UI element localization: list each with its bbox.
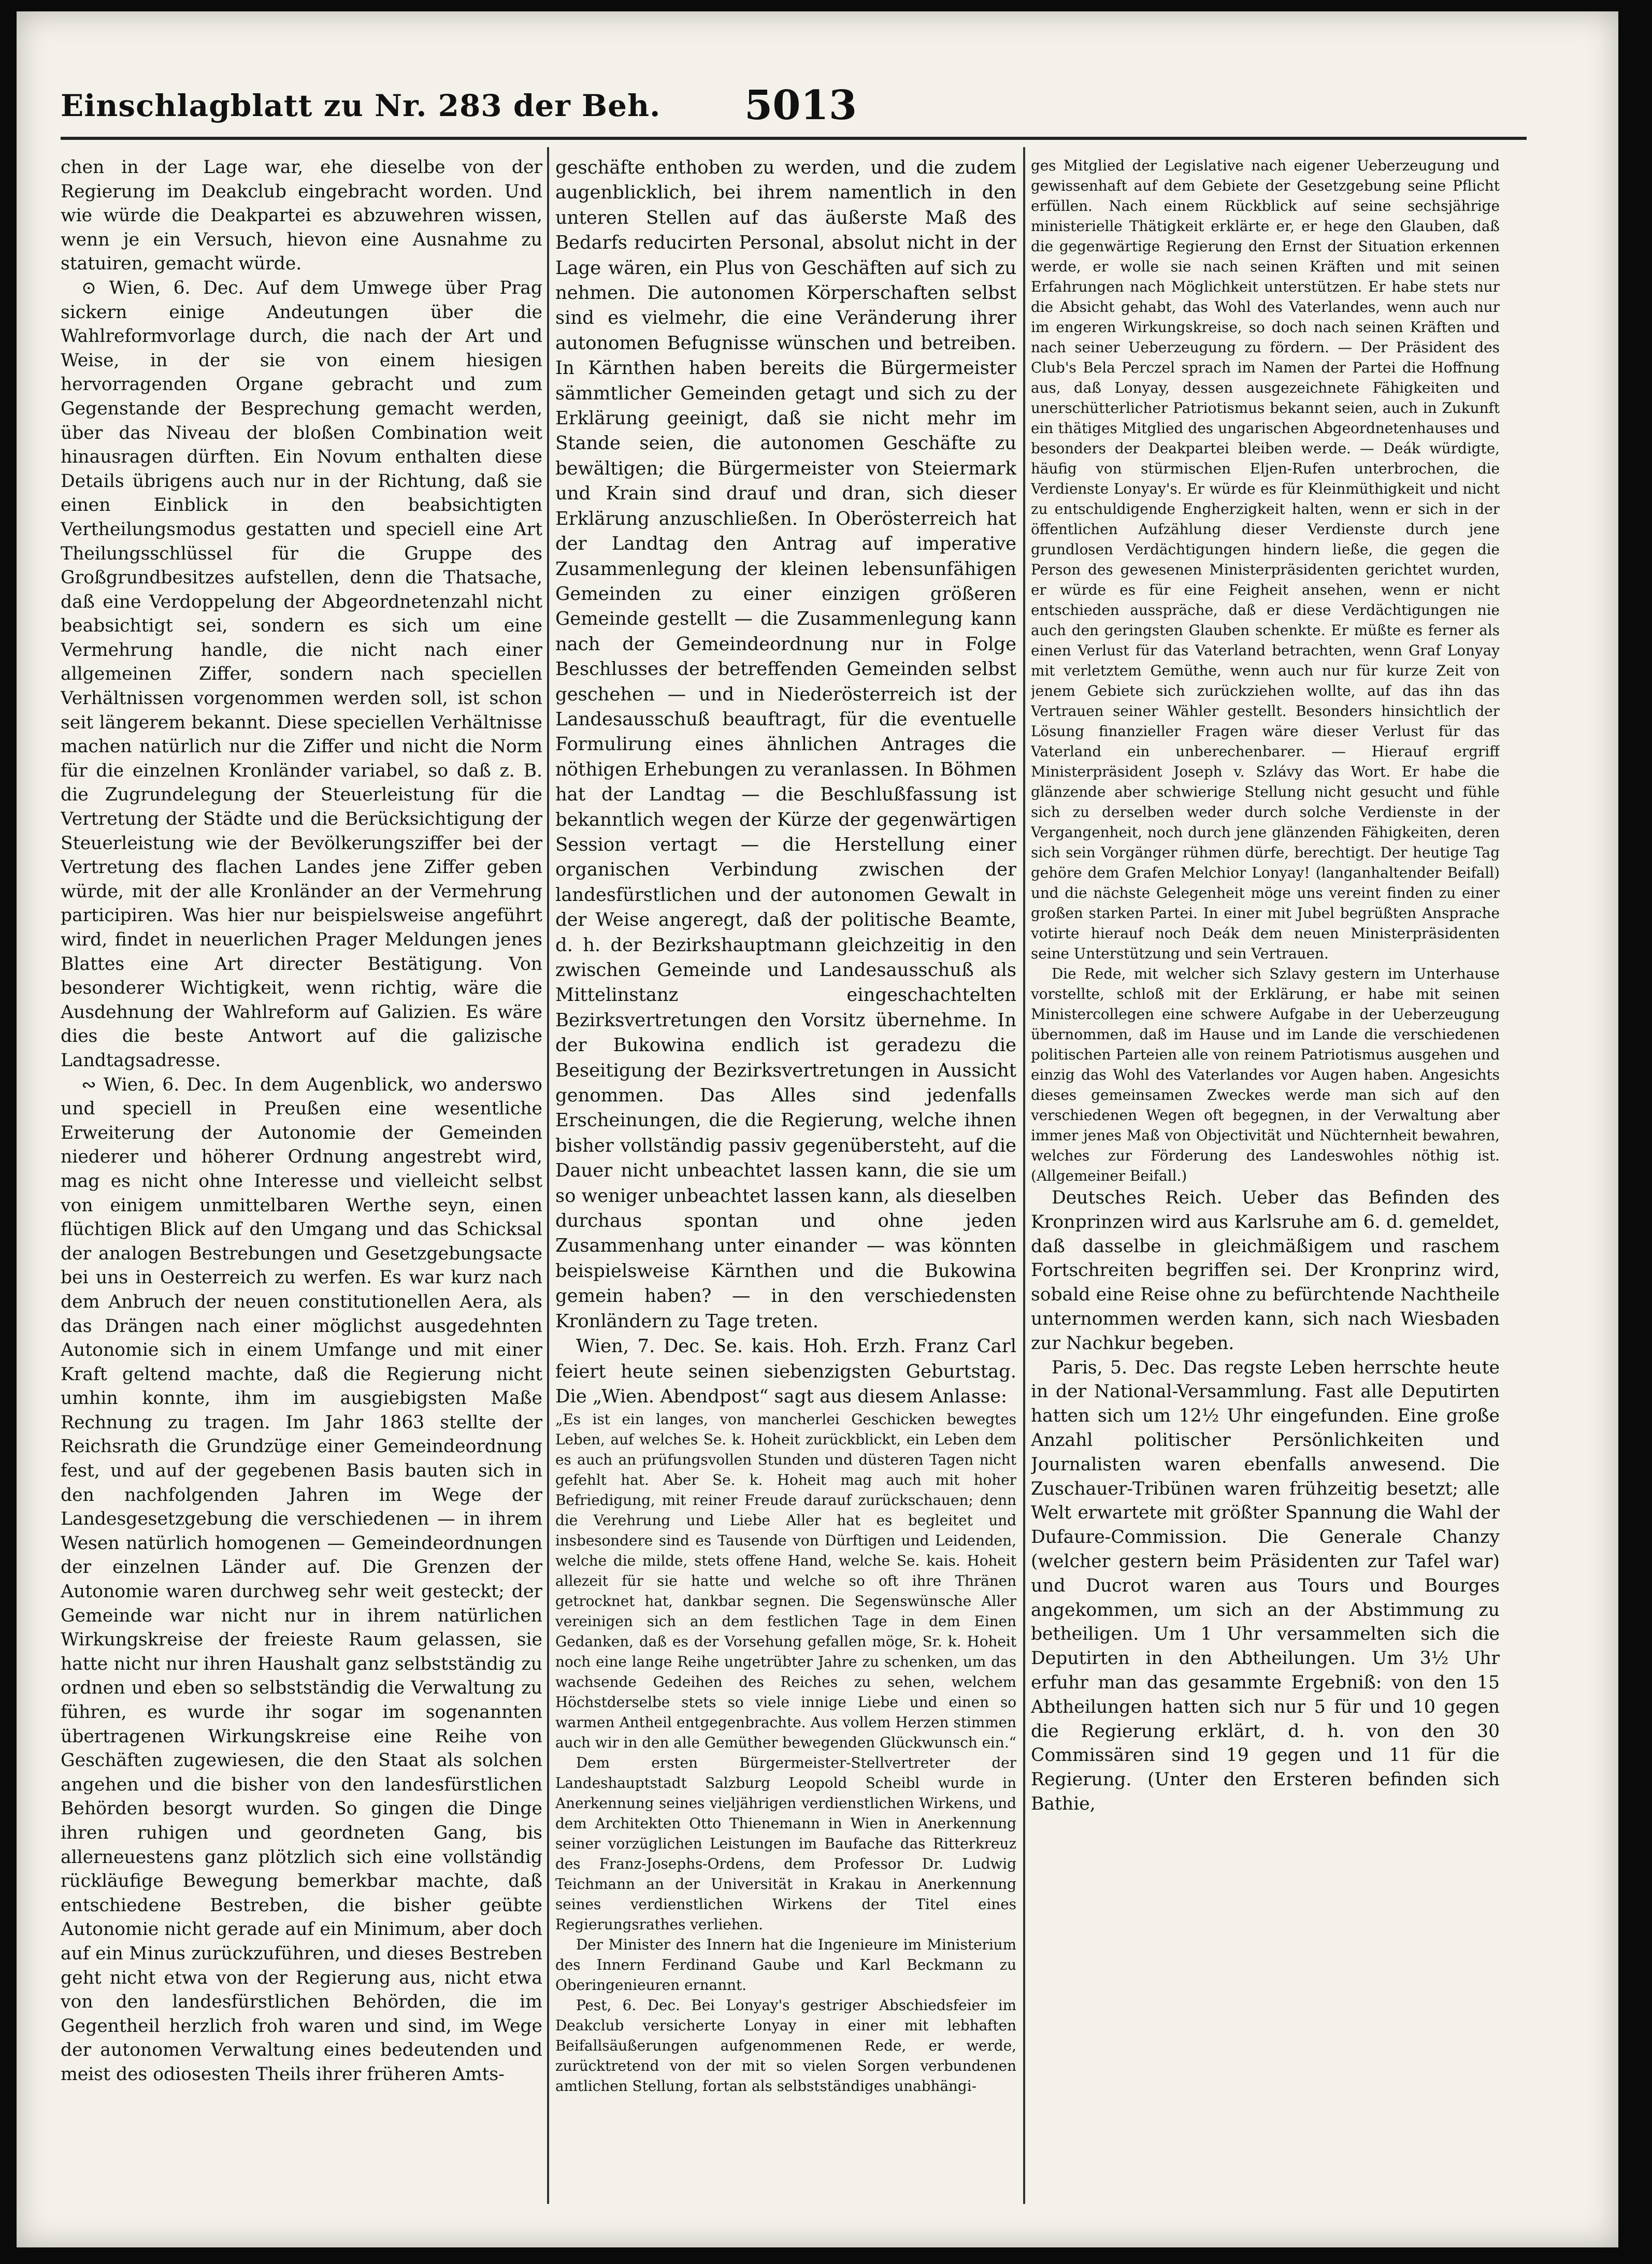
paragraph: ges Mitglied der Legislative nach eigener Ueberzeugung und gewissenhaft auf dem Gebiete der Gesetzgebung seine Pflicht erfüllen. Nach einem Rückblick auf seine sechsjährige ministerielle Thätigkeit erklärte er, er hege den Glauben, daß die gegenwärtige Regierung den Ernst der Situation erkennen werde, er wolle sie nach seinen Kräften und mit seinen Erfahrungen nach Möglichkeit unterstützen. Er habe stets nur die Absicht gehabt, das Wohl des Vaterlandes, wenn auch nur im engeren Wirkungskreise, so doch nach seinen Kräften und nach seiner Ueberzeugung zu fördern. — Der Präsident des Club's Bela Perczel sprach im Namen der Partei die Hoffnung aus, daß Lonyay, dessen ausgezeichnete Fähigkeiten und unerschütterlicher Patriotismus bekannt seien, auch in Zukunft ein thätiges Mitglied des ungarischen Abgeordnetenhauses und besonders der Deakpartei bleiben werde. — Deák würdigte, häufig von stürmischen Eljen-Rufen unterbrochen, die Verdienste Lonyay's. Er würde es für Kleinmüthigkeit und nicht zu entschuldigende Engherzigkeit halten, wenn er sich in der öffentlichen Aufzählung dieser Verdienste durch jene grundlosen Verdächtigungen hindern ließe, die gegen die Person des gewesenen Ministerpräsidenten gerichtet wurden, er würde es für eine Feigheit ansehen, wenn er nicht entschieden ausspräche, daß er diese Verdächtigungen nie auch den geringsten Glauben schenkte. Er müßte es ferner als einen Verlust für das Vaterland betrachten, wenn Graf Lonyay mit verletztem Gemüthe, wenn auch nur für kurze Zeit von jenem Gebiete sich zurückziehen wollte, auf das ihn das Vertrauen seiner Wähler gestellt. Besonders hinsichtlich der Lösung finanzieller Fragen wäre dieser Verlust für das Vaterland ein unberechenbarer. — Hierauf ergriff Ministerpräsident Joseph v. Szlávy das Wort. Er habe die glänzende aber schwierige Stellung nicht gesucht und fühle sich zu derselben weder durch solche Verdienste in der Vergangenheit, noch durch jene glänzenden Fähigkeiten, deren sich sein Vorgänger rühmen dürfe, berechtigt. Der heutige Tag gehöre dem Grafen Melchior Lonyay! (langanhaltender Beifall) und die nächste Gelegenheit möge uns vereint finden zu einer großen starken Partei. In einer mit Jubel begrüßten Ansprache votirte hierauf noch Deák dem neuen Ministerpräsidenten seine Unterstützung und sein Vertrauen. [1031,157,1500,962]
article-wien-6-dec-autonomie: ∾ Wien, 6. Dec. In dem Augenblick, wo anderswo und speciell in Preußen eine wesentliche Erweiterung der Autonomie der Gemeinden niederer und höherer Ordnung angestrebt wird, mag es nicht ohne Interesse und vielleicht selbst von einigem unmittelbaren Werthe seyn, einen flüchtigen Blick auf den Umgang und das Schicksal der analogen Bestrebungen und Gesetzgebungsacte bei uns in Oesterreich zu werfen. Es war kurz nach dem Anbruch der neuen constitutionellen Aera, als das Drängen nach einer möglichst ausgedehnten Autonomie sich in einem Umfange und mit einer Kraft geltend machte, daß die Regierung nicht umhin konnte, ihm im ausgiebigsten Maße Rechnung zu tragen. Im Jahr 1863 stellte der Reichsrath die Grundzüge einer Gemeindeordnung fest, und auf der gegebenen Basis bauten sich in den nachfolgenden Jahren im Wege der Landesgesetzgebung die verschiedenen — in ihrem Wesen natürlich homogenen — Gemeindeordnungen der einzelnen Länder auf. Die Grenzen der Autonomie waren durchweg sehr weit gesteckt; der Gemeinde war nicht nur in ihrem natürlichen Wirkungskreise der freieste Raum gelassen, sie hatte nicht nur ihren Haushalt ganz selbstständig zu ordnen und eben so selbstständig die Verwaltung zu führen, es wurde ihr sogar im sogenannten übertragenen Wirkungskreise eine Reihe von Geschäften zugewiesen, die den Staat als solchen angehen und die bisher von den landesfürstlichen Behörden besorgt wurden. So gingen die Dinge ihren ruhigen und geordneten Gang, bis allerneuestens ganz plötzlich sich eine vollständig rückläufige Bewegung bemerkbar machte, daß entschiedene Bestreben, die bisher geübte Autonomie nicht gerade auf ein Minimum, aber doch auf ein Minus zurückzuführen, und dieses Bestreben geht nicht etwa von der Regierung aus, nicht etwa von den landesfürstlichen Behörden, die im Gegentheil herzlich froh waren und sind, im Wege der autonomen Verwaltung eines bedeutenden und meist des odiosesten Theils ihrer früheren Amts- [61,1074,542,2085]
article-deutsches-reich: Deutsches Reich. Ueber das Befinden des Kronprinzen wird aus Karlsruhe am 6. d. gemeldet, daß dasselbe in gleichmäßigem und raschem Fortschreiten begriffen sei. Der Kronprinz wird, sobald eine Reise ohne zu befürchtende Nachtheile unternommen werden kann, sich nach Wiesbaden zur Nachkur begeben. [1031,1187,1500,1354]
notice-orders: Dem ersten Bürgermeister-Stellvertreter der Landeshauptstadt Salzburg Leopold Scheibl wurde in Anerkennung seines vieljährigen verdienstlichen Wirkens, und dem Architekten Otto Thienemann in Wien in Anerkennung seiner vorzüglichen Leistungen im Baufache das Ritterkreuz des Franz-Josephs-Ordens, dem Professor Dr. Ludwig Teichmann an der Universität in Krakau in Anerkennung seines verdienstlichen Wirkens der Titel eines Regierungsrathes verliehen. [555,1754,1016,1933]
text-column-1 [61,155,542,2207]
notice-appointments: Der Minister des Innern hat die Ingenieure im Ministerium des Innern Ferdinand Gaube und Karl Beckmann zu Oberingenieuren ernannt. [555,1936,1016,1994]
article-wien-7-dec: Wien, 7. Dec. Se. kais. Hoh. Erzh. Franz Carl feiert heute seinen siebenzigsten Geburtstag. Die „Wien. Abendpost“ sagt aus diesem Anlasse: [555,1336,1016,1407]
paragraph-szlavy-speech: Die Rede, mit welcher sich Szlavy gestern im Unterhause vorstellte, schloß mit der Erklärung, er habe mit seinen Ministercollegen eine schwere Aufgabe in der Ueberzeugung übernommen, daß im Hause und im Lande die verschiedenen politischen Parteien alle von reinem Patriotismus ausgehen und einzig das Wohl des Vaterlandes vor Augen haben. Angesichts dieses gemeinsamen Zweckes werde man sich auf den verschiedenen Wegen oft begegnen, in der Verwaltung aber immer jenes Maß von Objectivität und Nüchternheit bewahren, welches zur Förderung des Landeswohles nöthig ist. (Allgemeiner Beifall.) [1031,965,1500,1184]
page-number: 5013 [744,82,857,129]
header-rule [61,137,1527,140]
article-paris-5-dec: Paris, 5. Dec. Das regste Leben herrschte heute in der National-Versammlung. Fast alle Deputirten hatten sich um 12½ Uhr eingefunden. Eine große Anzahl politischer Persönlichkeiten und Journalisten waren ebenfalls anwesend. Die Zuschauer-Tribünen waren frühzeitig besetzt; alle Welt erwartete mit größter Spannung die Wahl der Dufaure-Commission. Die Generale Chanzy (welcher gestern beim Präsidenten zur Tafel war) und Ducrot waren aus Tours und Bourges angekommen, um sich an der Abstimmung zu betheiligen. Um 1 Uhr versammelten sich die Deputirten in den Abtheilungen. Um 3½ Uhr erfuhr man das gesammte Ergebniß: von den 15 Abtheilungen hatten sich nur 5 für und 10 gegen die Regierung erklärt, d. h. von den 30 Commissären sind 19 gegen und 11 für die Regierung. (Unter den Ersteren befinden sich Bathie, [1031,1357,1500,1814]
text-column-2 [555,155,1016,2207]
paragraph: geschäfte enthoben zu werden, und die zudem augenblicklich, bei ihrem namentlich in den unteren Stellen auf das äußerste Maß des Bedarfs reducirten Personal, absolut nicht in der Lage wären, ein Plus von Geschäften auf sich zu nehmen. Die autonomen Körperschaften selbst sind es vielmehr, die eine Veränderung ihrer autonomen Befugnisse wünschen und betreiben. In Kärnthen haben bereits die Bürgermeister sämmtlicher Gemeinden getagt und sich zu der Erklärung geeinigt, daß sie nicht mehr im Stande seien, die autonomen Geschäfte zu bewältigen; die Bürgermeister von Steiermark und Krain sind drauf und dran, sich dieser Erklärung anzuschließen. In Oberösterreich hat der Landtag den Antrag auf imperative Zusammenlegung der kleinen lebensunfähigen Gemeinden zu einer einzigen größeren Gemeinde gestellt — die Zusammenlegung kann nach der Gemeindeordnung nur in Folge Beschlusses der betreffenden Gemeinden selbst geschehen — und in Niederösterreich ist der Landesausschuß beauftragt, für die eventuelle Formulirung eines ähnlichen Antrages die nöthigen Erhebungen zu veranlassen. In Böhmen hat der Landtag — die Beschlußfassung ist bekanntlich wegen der Kürze der gegenwärtigen Session vertagt — die Herstellung einer organischen Verbindung zwischen der landesfürstlichen und der autonomen Gewalt in der Weise angeregt, daß der politische Beamte, d. h. der Bezirkshauptmann gleichzeitig in den zwischen Gemeinde und Landesausschuß als Mittelinstanz eingeschachtelten Bezirksvertretungen den Vorsitz übernehme. In der Bukowina endlich ist geradezu die Beseitigung der Bezirksvertretungen in Aussicht genommen. Das Alles sind jedenfalls Erscheinungen, die die Regierung, welche ihnen bisher vollständig passiv gegenübersteht, auf die Dauer nicht unbeachtet lassen kann, die sie um so weniger unbeachtet lassen kann, als dieselben durchaus spontan und ohne jeden Zusammenhang unter einander — was könnten beispielsweise Kärnthen und die Bukowina gemein haben? — in den verschiedensten Kronländern zu Tage treten. [555,157,1016,1332]
column-divider [1023,147,1025,2204]
supplement-title: Einschlagblatt zu Nr. 283 der Beh. [61,88,661,123]
column-divider [547,147,549,2204]
article-wien-6-dec-wahlreform: ⊙ Wien, 6. Dec. Auf dem Umwege über Prag sickern einige Andeutungen über die Wahlreformvorlage durch, die nach der Art und Weise, in der sie von einem hiesigen hervorragenden Organe gebracht und zum Gegenstande der Besprechung gemacht werden, über das Niveau der bloßen Combination weit hinausragen dürften. Ein Novum enthalten diese Details übrigens auch nur in der Richtung, daß sie einen Einblick in den beabsichtigten Vertheilungsmodus gestatten und speciell eine Art Theilungsschlüssel für die Gruppe des Großgrundbesitzes aufstellen, denn die Thatsache, daß eine Verdoppelung der Abgeordnetenzahl nicht beabsichtigt sei, sondern es sich um eine Vermehrung handle, die nicht nach einer allgemeinen Ziffer, sondern nach speciellen Verhältnissen vorgenommen werden soll, ist schon seit längerem bekannt. Diese speciellen Verhältnisse machen natürlich nur die Ziffer und nicht die Norm für die einzelnen Kronländer variabel, so daß z. B. die Zugrundelegung der Steuerleistung für die Vertretung der Städte und die Berücksichtigung der Steuerleistung wie der Bevölkerungsziffer bei der Vertretung des flachen Landes jene Ziffer geben würde, mit der alle Kronländer an der Vermehrung participiren. Was hier nur beispielsweise angeführt wird, findet in neuerlichen Prager Meldungen jenes Blattes eine Art directer Bestätigung. Von besonderer Wichtigkeit, wenn richtig, wäre die Ausdehnung der Wahlreform auf Galizien. Es wäre dies die beste Antwort auf die galizische Landtagsadresse. [61,277,542,1071]
article-pest-6-dec: Pest, 6. Dec. Bei Lonyay's gestriger Abschiedsfeier im Deakclub versicherte Lonyay in einer mit lebhaften Beifallsäußerungen aufgenommenen Rede, er werde, zurücktretend von der mit so vielen Sorgen verbundenen amtlichen Stellung, fortan als selbstständiges unabhängi- [555,1997,1016,2095]
newspaper-page [17,11,1618,2247]
quote-abendpost: „Es ist ein langes, von mancherlei Geschicken bewegtes Leben, auf welches Se. k. Hoheit zurückblickt, ein Leben dem es auch an prüfungsvollen Stunden und düsteren Tagen nicht gefehlt hat. Aber Se. k. Hoheit mag auch mit hoher Befriedigung, mit reiner Freude darauf zurückschauen; denn die Verehrung und Liebe Aller hat es begleitet und insbesondere sind es Tausende von Dürftigen und Leidenden, welche die milde, stets offene Hand, welche Se. kais. Hoheit allezeit für sie hatte und welche so oft ihre Thränen getrocknet hat, dankbar segnen. Die Segenswünsche Aller vereinigen sich an dem festlichen Tage in dem Einen Gedanken, daß es der Vorsehung gefallen möge, Sr. k. Hoheit noch eine lange Reihe ungetrübter Jahre zu schenken, um das wachsende Gedeihen des Reiches zu sehen, welchem Höchstderselbe stets so viele innige Liebe und einen so warmen Antheil entgegenbrachte. Aus vollem Herzen stimmen auch wir in den alle Gemüther bewegenden Glückwunsch ein.“ [555,1411,1016,1752]
paragraph: chen in der Lage war, ehe dieselbe von der Regierung im Deakclub eingebracht worden. Und wie würde die Deakpartei es abzuwehren wissen, wenn je ein Versuch, hievon eine Ausnahme zu statuiren, gemacht würde. [61,157,542,275]
text-column-3 [1031,155,1500,2207]
page-header [61,79,1511,136]
